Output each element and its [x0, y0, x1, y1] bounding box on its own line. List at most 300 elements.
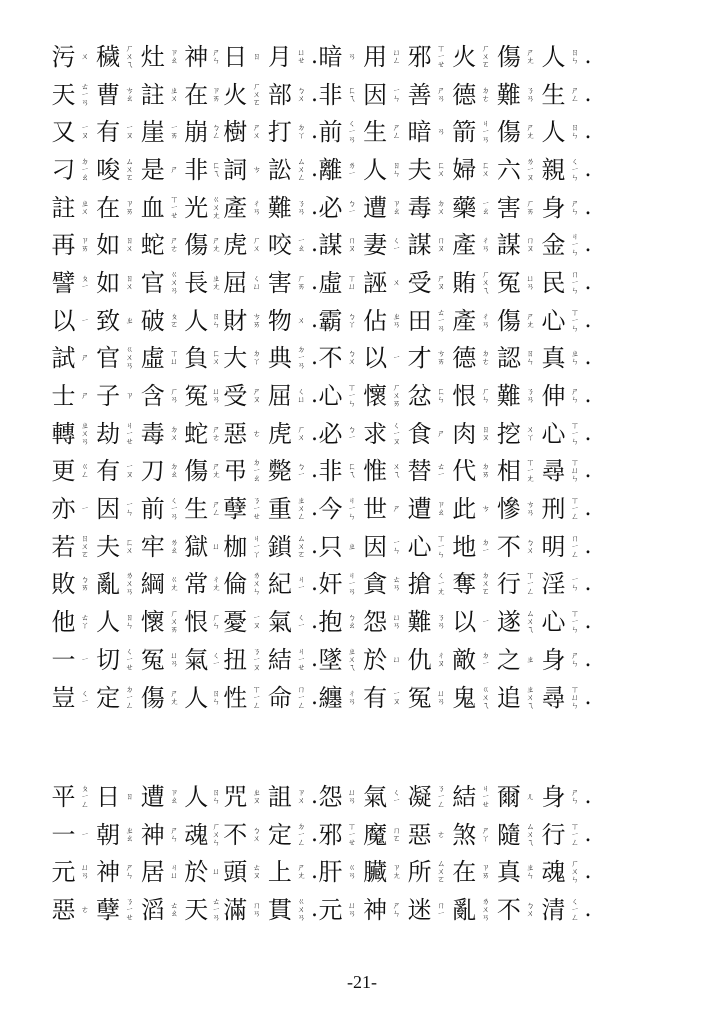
zhuyin-annotation: ㄕ ㄣ — [570, 650, 579, 668]
line-end-period: . — [584, 307, 592, 333]
line-end-period: . — [584, 345, 592, 371]
hanzi-character: 亂 — [96, 570, 121, 599]
annotated-character — [362, 782, 407, 811]
zhuyin-annotation: ㄏ ㄨ ㄣ — [570, 859, 579, 885]
zhuyin-annotation: ㄓ ㄨ ㄟ — [347, 646, 356, 672]
zhuyin-annotation: ㄐ ㄧ ㄝ — [297, 646, 306, 672]
hanzi-character: 火 — [452, 42, 477, 71]
verse-line — [50, 38, 690, 76]
annotated-character — [451, 268, 496, 297]
line-end-period: . — [584, 783, 592, 809]
hanzi-character: 臟 — [363, 858, 388, 887]
hanzi-character: 貪 — [363, 570, 388, 599]
annotated-character — [451, 80, 496, 109]
hanzi-character: 孽 — [223, 495, 248, 524]
hanzi-character: 田 — [407, 306, 432, 335]
zhuyin-annotation: ㄕ ㄥ — [212, 500, 221, 518]
hanzi-character: 難 — [407, 608, 432, 637]
annotated-character — [362, 419, 407, 448]
hanzi-character: 非 — [318, 80, 343, 109]
mid-line-period: . — [310, 43, 318, 69]
zhuyin-annotation: ㄑ ㄩ — [252, 273, 261, 291]
zhuyin-annotation: ㄔ ㄢ — [347, 688, 356, 706]
zhuyin-annotation: ㄨ — [297, 315, 306, 325]
annotated-character — [95, 532, 140, 561]
annotated-character — [95, 820, 140, 849]
zhuyin-annotation: ㄓ ㄡ — [252, 787, 261, 805]
zhuyin-annotation: ㄗ ㄞ — [212, 85, 221, 103]
zhuyin-annotation: ㄐ ㄧ ㄣ — [570, 232, 579, 258]
hanzi-character: 亦 — [51, 495, 76, 524]
zhuyin-annotation: ㄐ ㄩ — [170, 863, 179, 881]
zhuyin-annotation: ㄋ ㄢ — [437, 613, 446, 631]
zhuyin-annotation: ㄇ ㄧ ㄣ — [570, 269, 579, 295]
hanzi-character: 虛 — [318, 268, 343, 297]
hanzi-character: 官 — [96, 344, 121, 373]
annotated-character — [139, 608, 184, 637]
mid-line-period: . — [310, 896, 318, 922]
zhuyin-annotation: ㄒ ㄩ ㄣ — [570, 684, 579, 710]
hanzi-character: 孽 — [96, 895, 121, 924]
hanzi-character: 此 — [452, 495, 477, 524]
hanzi-character: 毒 — [407, 193, 432, 222]
zhuyin-annotation: ㄇ ㄛ — [392, 825, 401, 843]
zhuyin-annotation: ㄑ ㄧ ㄢ — [347, 119, 356, 145]
zhuyin-annotation: ㄆ ㄛ — [170, 311, 179, 329]
verse-line — [50, 816, 690, 854]
annotated-character — [495, 820, 540, 849]
hanzi-character: 奸 — [318, 570, 343, 599]
zhuyin-annotation: ㄒ ㄧ ㄝ — [170, 194, 179, 220]
annotated-character — [184, 80, 222, 109]
hanzi-character: 刑 — [541, 495, 566, 524]
zhuyin-annotation: ㄧ ㄡ — [125, 123, 134, 141]
annotated-character — [139, 858, 184, 887]
annotated-character — [406, 231, 451, 260]
annotated-character — [184, 155, 222, 184]
annotated-character — [222, 683, 267, 712]
annotated-character — [495, 645, 540, 674]
annotated-character — [495, 495, 540, 524]
annotated-character — [139, 268, 184, 297]
annotated-character — [495, 782, 540, 811]
annotated-character — [495, 532, 540, 561]
hanzi-character: 扭 — [223, 645, 248, 674]
verse-line — [50, 679, 690, 717]
zhuyin-annotation: ㄖ ㄨ — [125, 273, 134, 291]
hanzi-character: 替 — [407, 457, 432, 486]
hanzi-character: 非 — [184, 155, 209, 184]
hanzi-character: 伸 — [541, 382, 566, 411]
hanzi-character: 居 — [140, 858, 165, 887]
hanzi-character: 怨 — [318, 782, 343, 811]
zhuyin-annotation: ㄏ ㄨ ㄛ — [252, 81, 261, 107]
annotated-character — [50, 457, 95, 486]
hanzi-character: 他 — [51, 608, 76, 637]
annotated-character — [495, 268, 540, 297]
hanzi-character: 認 — [496, 344, 521, 373]
hanzi-character: 天 — [51, 80, 76, 109]
annotated-character — [451, 382, 496, 411]
annotated-character — [540, 570, 585, 599]
hanzi-character: 婦 — [452, 155, 477, 184]
zhuyin-annotation: ㄖ ㄣ — [392, 160, 401, 178]
zhuyin-annotation: ㄊ ㄧ ㄢ — [212, 896, 221, 922]
annotated-character — [540, 231, 585, 260]
zhuyin-annotation: ㄊ ㄧ — [437, 462, 446, 480]
hanzi-character: 真 — [496, 858, 521, 887]
zhuyin-annotation: ㄑ ㄧ — [297, 613, 306, 631]
hanzi-character: 纏 — [318, 683, 343, 712]
zhuyin-annotation: ㄆ ㄧ ㄥ — [81, 783, 89, 809]
hanzi-character: 尋 — [541, 457, 566, 486]
zhuyin-annotation: ㄕ ㄣ — [125, 863, 134, 881]
zhuyin-annotation: ㄐ ㄧ ㄣ — [347, 496, 356, 522]
zhuyin-annotation: ㄕ ㄣ — [570, 787, 579, 805]
hanzi-character: 註 — [51, 193, 76, 222]
hanzi-character: 霸 — [318, 306, 343, 335]
annotated-character — [540, 344, 585, 373]
zhuyin-annotation: ㄊ ㄠ — [170, 900, 179, 918]
annotated-character — [222, 782, 267, 811]
hanzi-character: 忿 — [407, 382, 432, 411]
zhuyin-annotation: ㄧ ㄣ — [392, 85, 401, 103]
zhuyin-annotation: ㄘ — [481, 504, 490, 514]
hanzi-character: 善 — [407, 80, 432, 109]
hanzi-character: 必 — [318, 419, 343, 448]
hanzi-character: 人 — [184, 306, 209, 335]
hanzi-character: 若 — [51, 532, 76, 561]
zhuyin-annotation: ㄏ ㄣ — [481, 387, 490, 405]
hanzi-character: 懷 — [140, 608, 165, 637]
zhuyin-annotation: ㄧ — [481, 617, 490, 627]
zhuyin-annotation: ㄩ ㄢ — [212, 387, 221, 405]
annotated-character — [266, 344, 311, 373]
annotated-character — [317, 895, 362, 924]
zhuyin-annotation: ㄩ ㄢ — [347, 787, 356, 805]
annotated-character — [495, 155, 540, 184]
hanzi-character: 魂 — [541, 858, 566, 887]
annotated-character — [184, 820, 222, 849]
zhuyin-annotation: ㄧ ㄠ — [481, 198, 490, 216]
hanzi-character: 受 — [223, 382, 248, 411]
hanzi-character: 心 — [541, 419, 566, 448]
annotated-character — [184, 895, 222, 924]
mid-line-period: . — [310, 383, 318, 409]
hanzi-character: 暗 — [318, 42, 343, 71]
zhuyin-annotation: ㄋ ㄢ — [526, 387, 535, 405]
zhuyin-annotation: ㄏ ㄨ — [252, 236, 261, 254]
zhuyin-annotation: ㄊ ㄧ ㄢ — [437, 307, 446, 333]
hanzi-character: 一 — [51, 645, 76, 674]
zhuyin-annotation: ㄑ ㄩ — [297, 387, 306, 405]
hanzi-character: 金 — [541, 231, 566, 260]
zhuyin-annotation: ㄖ ㄨ ㄛ — [81, 533, 89, 559]
mid-line-period: . — [310, 783, 318, 809]
zhuyin-annotation: ㄒ ㄧ ㄥ — [526, 571, 535, 597]
annotated-character — [362, 80, 407, 109]
zhuyin-annotation: ㄉ ㄧ ㄠ — [81, 156, 89, 182]
hanzi-character: 遂 — [496, 608, 521, 637]
annotated-character — [222, 495, 267, 524]
mid-line-period: . — [310, 156, 318, 182]
zhuyin-annotation: ㄊ ㄧ ㄢ — [81, 81, 89, 107]
zhuyin-annotation: ㄇ ㄡ — [526, 236, 535, 254]
annotated-character — [139, 895, 184, 924]
mid-line-period: . — [310, 646, 318, 672]
annotated-character — [50, 419, 95, 448]
annotated-character — [139, 820, 184, 849]
zhuyin-annotation: ㄍ ㄨ ㄢ — [125, 345, 134, 371]
hanzi-character: 子 — [96, 382, 121, 411]
zhuyin-annotation: ㄒ ㄧ ㄣ — [347, 383, 356, 409]
annotated-character — [495, 42, 540, 71]
hanzi-character: 怨 — [363, 608, 388, 637]
hanzi-character: 迷 — [407, 895, 432, 924]
annotated-character — [362, 457, 407, 486]
hanzi-character: 切 — [96, 645, 121, 674]
annotated-character — [184, 306, 222, 335]
verse-line — [50, 340, 690, 378]
zhuyin-annotation: ㄕ ㄤ — [526, 311, 535, 329]
zhuyin-annotation: ㄐ ㄧ — [297, 575, 306, 593]
annotated-character — [362, 42, 407, 71]
hanzi-character: 刀 — [140, 457, 165, 486]
hanzi-character: 藥 — [452, 193, 477, 222]
hanzi-character: 樹 — [223, 118, 248, 147]
annotated-character — [184, 782, 222, 811]
annotated-character — [95, 118, 140, 147]
annotated-character — [317, 782, 362, 811]
zhuyin-annotation: ㄇ ㄡ — [347, 236, 356, 254]
verse-line — [50, 453, 690, 491]
annotated-character — [451, 570, 496, 599]
zhuyin-annotation: ㄇ ㄧ ㄥ — [570, 533, 579, 559]
zhuyin-annotation: ㄐ ㄧ ㄢ — [347, 571, 356, 597]
annotated-character — [540, 306, 585, 335]
line-end-period: . — [584, 571, 592, 597]
annotated-character — [495, 306, 540, 335]
zhuyin-annotation: ㄍ ㄥ — [81, 462, 89, 480]
zhuyin-annotation: ㄉ ㄨ — [437, 198, 446, 216]
annotated-character — [362, 532, 407, 561]
hanzi-character: 不 — [318, 344, 343, 373]
hanzi-character: 凝 — [407, 782, 432, 811]
hanzi-character: 滿 — [223, 895, 248, 924]
annotated-character — [266, 231, 311, 260]
annotated-character — [184, 858, 222, 887]
zhuyin-annotation: ㄍ ㄨ ㄢ — [297, 896, 306, 922]
zhuyin-annotation: ㄩ ㄥ — [392, 47, 401, 65]
annotated-character — [406, 419, 451, 448]
verse-block-2 — [50, 778, 690, 929]
zhuyin-annotation: ㄧ ㄣ — [125, 500, 134, 518]
hanzi-character: 地 — [452, 532, 477, 561]
hanzi-character: 斃 — [267, 457, 292, 486]
annotated-character — [50, 118, 95, 147]
hanzi-character: 敵 — [452, 645, 477, 674]
hanzi-character: 毒 — [140, 419, 165, 448]
zhuyin-annotation: ㄒ ㄧ ㄝ — [437, 43, 446, 69]
zhuyin-annotation: ㄧ — [81, 315, 89, 325]
zhuyin-annotation: ㄧ — [81, 654, 89, 664]
hanzi-character: 恨 — [184, 608, 209, 637]
annotated-character — [50, 570, 95, 599]
hanzi-character: 親 — [541, 155, 566, 184]
hanzi-character: 難 — [496, 80, 521, 109]
hanzi-character: 恨 — [452, 382, 477, 411]
zhuyin-annotation: ㄗ ㄤ — [392, 863, 401, 881]
hanzi-character: 定 — [96, 683, 121, 712]
zhuyin-annotation: ㄔ ㄡ — [437, 650, 446, 668]
zhuyin-annotation: ㄧ ㄣ — [392, 537, 401, 555]
zhuyin-annotation: ㄕ ㄤ — [212, 236, 221, 254]
line-end-period: . — [584, 896, 592, 922]
annotated-character — [540, 645, 585, 674]
zhuyin-annotation: ㄇ ㄡ — [437, 236, 446, 254]
annotated-character — [406, 268, 451, 297]
zhuyin-annotation: ㄑ ㄧ ㄣ — [570, 156, 579, 182]
hanzi-character: 定 — [267, 820, 292, 849]
zhuyin-annotation: ㄏ ㄨ ㄣ — [212, 821, 221, 847]
hanzi-character: 隨 — [496, 820, 521, 849]
zhuyin-annotation: ㄕ ㄤ — [212, 462, 221, 480]
annotated-character — [139, 419, 184, 448]
hanzi-character: 傷 — [496, 306, 521, 335]
zhuyin-annotation: ㄒ ㄧ ㄣ — [570, 420, 579, 446]
annotated-character — [495, 683, 540, 712]
hanzi-character: 有 — [96, 118, 121, 147]
zhuyin-annotation: ㄩ ㄢ — [347, 900, 356, 918]
zhuyin-annotation: ㄧ — [81, 504, 89, 514]
zhuyin-annotation: ㄈ ㄟ — [347, 85, 356, 103]
hanzi-character: 傷 — [140, 683, 165, 712]
annotated-character — [50, 382, 95, 411]
zhuyin-annotation: ㄓ ㄨ ㄢ — [81, 420, 89, 446]
verse-line — [50, 415, 690, 453]
zhuyin-annotation: ㄕ — [392, 504, 401, 514]
annotated-character — [317, 306, 362, 335]
zhuyin-annotation: ㄉ ㄧ ㄥ — [297, 821, 306, 847]
zhuyin-annotation: ㄐ ㄧ ㄚ — [252, 533, 261, 559]
zhuyin-annotation: ㄧ ㄡ — [392, 688, 401, 706]
hanzi-character: 破 — [140, 306, 165, 335]
zhuyin-annotation: ㄧ ㄡ — [125, 462, 134, 480]
zhuyin-annotation: ㄋ ㄧ ㄥ — [437, 783, 446, 809]
annotated-character — [95, 570, 140, 599]
zhuyin-annotation: ㄑ ㄧ — [392, 236, 401, 254]
annotated-character — [50, 231, 95, 260]
annotated-character — [406, 118, 451, 147]
hanzi-character: 不 — [223, 820, 248, 849]
zhuyin-annotation: ㄉ ㄨ ㄛ — [481, 571, 490, 597]
annotated-character — [451, 42, 496, 71]
annotated-character — [50, 820, 95, 849]
zhuyin-annotation: ㄈ ㄣ — [437, 387, 446, 405]
hanzi-character: 有 — [96, 457, 121, 486]
hanzi-character: 光 — [184, 193, 209, 222]
annotated-character — [406, 495, 451, 524]
hanzi-character: 鎖 — [267, 532, 292, 561]
line-end-period: . — [584, 119, 592, 145]
zhuyin-annotation: ㄜ — [252, 428, 261, 438]
hanzi-character: 人 — [184, 683, 209, 712]
annotated-character — [406, 820, 451, 849]
hanzi-character: 冤 — [496, 268, 521, 297]
zhuyin-annotation: ㄌ ㄧ — [347, 160, 356, 178]
zhuyin-annotation: ㄕ — [437, 428, 446, 438]
hanzi-character: 因 — [96, 495, 121, 524]
zhuyin-annotation: ㄌ ㄨ ㄢ — [481, 896, 490, 922]
zhuyin-annotation: ㄖ ㄣ — [570, 123, 579, 141]
zhuyin-annotation: ㄖ ㄣ — [212, 311, 221, 329]
hanzi-character: 尋 — [541, 683, 566, 712]
zhuyin-annotation: ㄘ ㄢ — [526, 500, 535, 518]
annotated-character — [495, 570, 540, 599]
zhuyin-annotation: ㄓ ㄨ ㄥ — [297, 496, 306, 522]
verse-line — [50, 113, 690, 151]
zhuyin-annotation: ㄓ ㄨ ㄟ — [526, 684, 535, 710]
annotated-character — [184, 608, 222, 637]
hanzi-character: 害 — [267, 268, 292, 297]
annotated-character — [266, 268, 311, 297]
page-number: -21- — [347, 972, 377, 992]
zhuyin-annotation: ㄌ ㄧ ㄡ — [526, 156, 535, 182]
hanzi-character: 相 — [496, 457, 521, 486]
hanzi-character: 謀 — [407, 231, 432, 260]
annotated-character — [184, 42, 222, 71]
zhuyin-annotation: ㄕ — [81, 391, 89, 401]
hanzi-character: 咒 — [223, 782, 248, 811]
annotated-character — [317, 118, 362, 147]
zhuyin-annotation: ㄢ — [347, 51, 356, 61]
mid-line-period: . — [310, 345, 318, 371]
annotated-character — [266, 820, 311, 849]
annotated-character — [451, 306, 496, 335]
hanzi-character: 在 — [184, 80, 209, 109]
hanzi-character: 德 — [452, 344, 477, 373]
hanzi-character: 只 — [318, 532, 343, 561]
verse-line — [50, 853, 690, 891]
verse-line — [50, 151, 690, 189]
zhuyin-annotation: ㄒ ㄧ ㄣ — [437, 533, 446, 559]
hanzi-character: 傷 — [184, 231, 209, 260]
zhuyin-annotation: ㄍ ㄨ ㄟ — [481, 684, 490, 710]
hanzi-character: 神 — [96, 858, 121, 887]
zhuyin-annotation: ㄉ ㄞ — [481, 462, 490, 480]
mid-line-period: . — [310, 81, 318, 107]
annotated-character — [495, 231, 540, 260]
annotated-character — [540, 895, 585, 924]
annotated-character — [266, 782, 311, 811]
hanzi-character: 長 — [184, 268, 209, 297]
annotated-character — [362, 155, 407, 184]
annotated-character — [317, 344, 362, 373]
zhuyin-annotation: ㄓ ㄣ — [570, 349, 579, 367]
annotated-character — [139, 532, 184, 561]
hanzi-character: 結 — [267, 645, 292, 674]
annotated-character — [540, 457, 585, 486]
annotated-character — [184, 382, 222, 411]
annotated-character — [95, 231, 140, 260]
hanzi-character: 再 — [51, 231, 76, 260]
annotated-character — [50, 683, 95, 712]
zhuyin-annotation: ㄉ ㄧ ㄢ — [297, 345, 306, 371]
hanzi-character: 傷 — [184, 457, 209, 486]
hanzi-character: 貫 — [267, 895, 292, 924]
zhuyin-annotation: ㄈ ㄟ — [347, 462, 356, 480]
hanzi-character: 肉 — [452, 419, 477, 448]
